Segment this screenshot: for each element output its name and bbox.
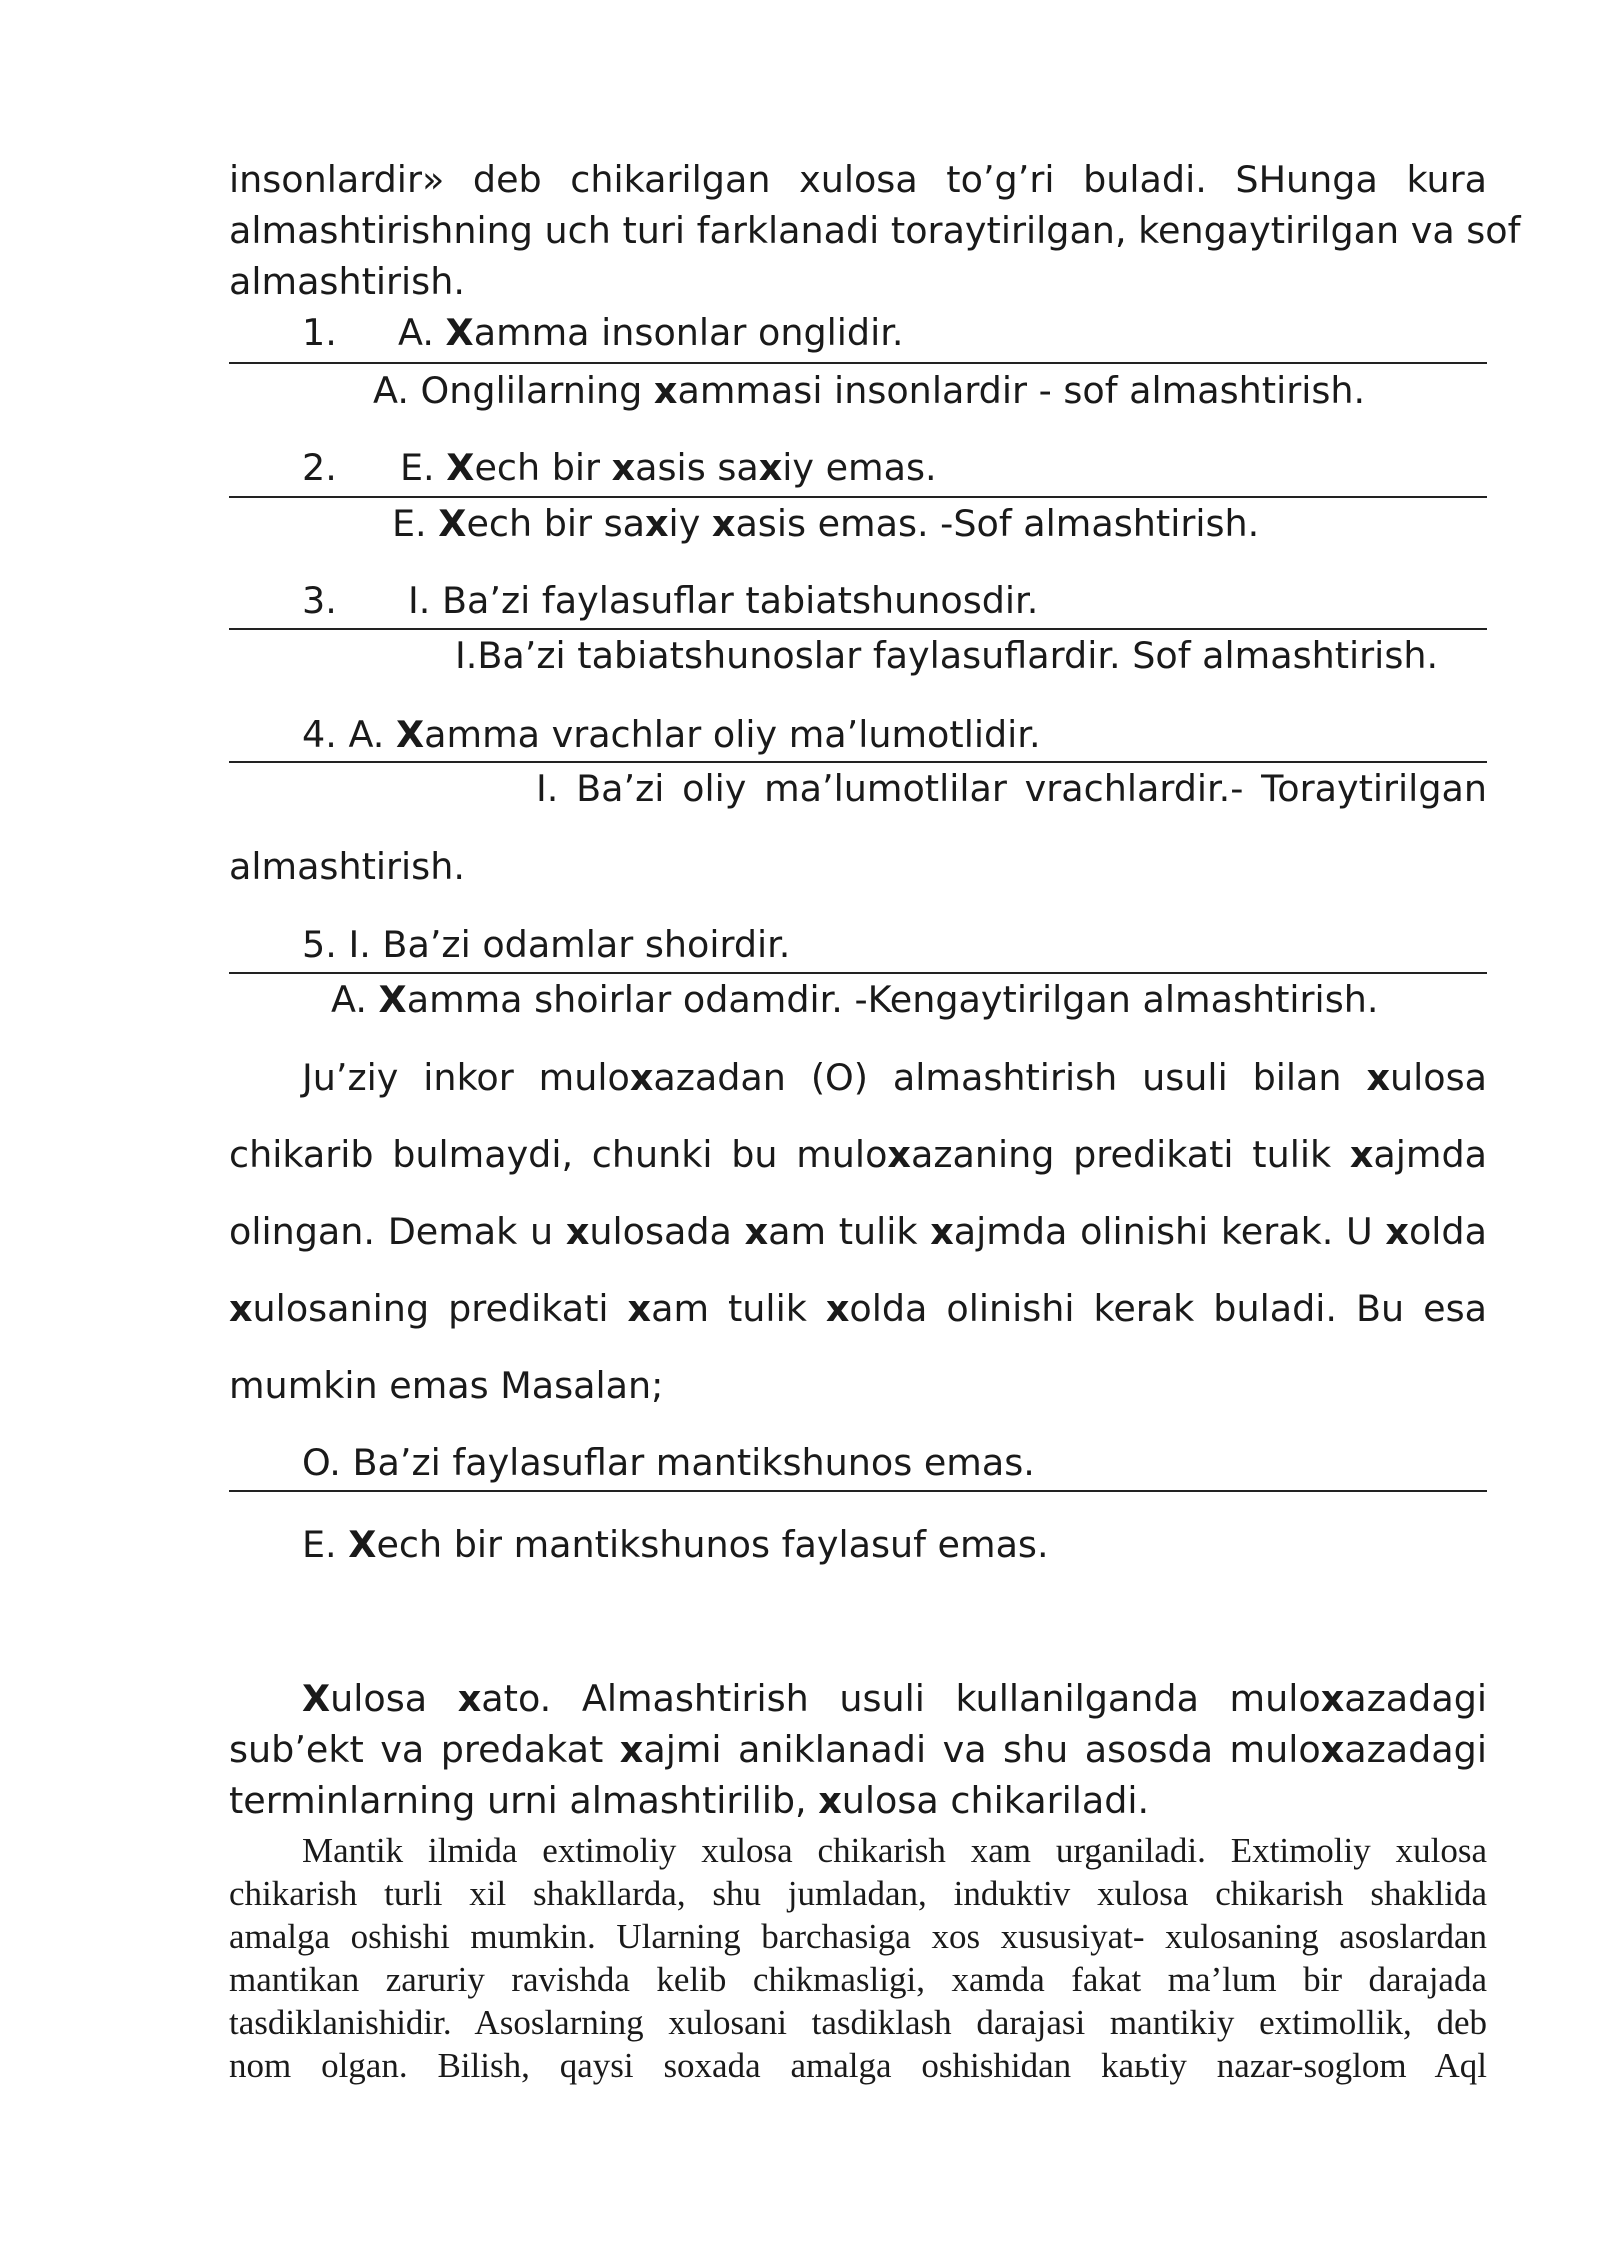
text-span: ulosada bbox=[589, 1210, 745, 1253]
bold-letter: X bbox=[378, 978, 407, 1021]
example-1-number bbox=[302, 307, 337, 358]
example-4-conclusion-line-1 bbox=[536, 763, 1487, 814]
intro-line-2-text: almashtirishning uch turi farklanadi toraytirilgan, kengaytirilgan va sof bbox=[229, 209, 1521, 252]
text-span: E. bbox=[392, 502, 439, 545]
bold-letter: X bbox=[395, 713, 425, 756]
example-1-divider bbox=[229, 362, 1487, 364]
intro-line-3-text: almashtirish. bbox=[229, 260, 465, 303]
example-o-premise bbox=[302, 1437, 1035, 1488]
text-span: almashtirish. bbox=[229, 845, 465, 888]
text-span: E. bbox=[400, 446, 447, 489]
serif-line-5 bbox=[229, 2001, 1487, 2045]
text-span: Ju’ziy inkor mulo bbox=[302, 1056, 630, 1099]
text-span: I. Ba’zi odamlar shoirdir. bbox=[348, 923, 791, 966]
bold-letter: x bbox=[565, 1210, 590, 1253]
text-span: olda olinishi kerak buladi. Bu esa bbox=[849, 1287, 1487, 1330]
text-span: A. bbox=[348, 713, 396, 756]
intro-line-1 bbox=[229, 154, 1487, 205]
conclusion-line-3 bbox=[229, 1775, 1149, 1826]
text-span: azadagi bbox=[1344, 1728, 1487, 1771]
example-3-number bbox=[302, 575, 337, 626]
paragraph-o-line-5 bbox=[229, 1360, 663, 1411]
paragraph-o-line-2 bbox=[229, 1129, 1487, 1180]
serif-line-1 bbox=[302, 1829, 1487, 1873]
text-span: sub’ekt va predakat bbox=[229, 1728, 620, 1771]
text-span: olingan. Demak u bbox=[229, 1210, 566, 1253]
text-span: I. Ba’zi oliy ma’lumotlilar vrachlardir.- Toraytirilgan bbox=[536, 767, 1487, 810]
text-span: azaning predikati tulik bbox=[910, 1133, 1350, 1176]
text-span: 4. bbox=[302, 713, 337, 756]
text-span: Mantik ilmida extimoliy xulosa chikarish xam urganiladi. Extimoliy xulosa bbox=[302, 1831, 1487, 1870]
text-span: iy emas. bbox=[782, 446, 937, 489]
bold-letter: x bbox=[1366, 1056, 1390, 1099]
bold-letter: x bbox=[653, 369, 678, 412]
text-span: azadan (O) almashtirish usuli bilan bbox=[653, 1056, 1367, 1099]
text-span: E. bbox=[302, 1523, 349, 1566]
intro-line-3 bbox=[229, 256, 465, 307]
text-span: amalga oshishi mumkin. Ularning barchasiga xos xususiyat- xulosaning asoslardan bbox=[229, 1917, 1487, 1956]
example-1-premise bbox=[398, 307, 904, 358]
text-span: iy bbox=[668, 502, 712, 545]
bold-letter: x bbox=[629, 1056, 654, 1099]
text-span: ajmda bbox=[1373, 1133, 1487, 1176]
text-span: I.Ba’zi tabiatshunoslar faylasuflardir. Sof almashtirish. bbox=[455, 634, 1439, 677]
bold-letter: x bbox=[611, 446, 636, 489]
bold-letter: x bbox=[645, 502, 669, 545]
bold-letter: x bbox=[930, 1210, 954, 1253]
bold-letter: x bbox=[825, 1287, 850, 1330]
text-span: asis emas. -Sof almashtirish. bbox=[735, 502, 1260, 545]
text-span: tasdiklanishidir. Asoslarning xulosani tasdiklash darajasi mantikiy extimollik, deb bbox=[229, 2003, 1487, 2042]
serif-line-4 bbox=[229, 1958, 1487, 2002]
bold-letter: X bbox=[445, 311, 474, 354]
example-2-number bbox=[302, 442, 337, 493]
example-5-premise bbox=[302, 919, 790, 970]
bold-letter: x bbox=[619, 1728, 644, 1771]
text-span: I. Ba’zi faylasuflar tabiatshunosdir. bbox=[408, 579, 1039, 622]
text-span: 1. bbox=[302, 311, 337, 354]
text-span: ato. Almashtirish usuli kullanilganda mulo bbox=[481, 1677, 1321, 1720]
text-span: amma vrachlar oliy ma’lumotlidir. bbox=[424, 713, 1041, 756]
bold-letter: x bbox=[457, 1677, 482, 1720]
text-span: ech bir bbox=[474, 446, 612, 489]
text-span: azadagi bbox=[1344, 1677, 1488, 1720]
bold-letter: X bbox=[302, 1677, 331, 1720]
example-1-conclusion bbox=[373, 365, 1365, 416]
paragraph-o-line-1 bbox=[302, 1052, 1487, 1103]
text-span: A. bbox=[398, 311, 446, 354]
text-span: ech bir mantikshunos faylasuf emas. bbox=[376, 1523, 1049, 1566]
bold-letter: x bbox=[1320, 1677, 1345, 1720]
paragraph-o-line-4 bbox=[229, 1283, 1487, 1334]
example-3-conclusion bbox=[455, 630, 1438, 681]
text-span: am tulik bbox=[768, 1210, 931, 1253]
bold-letter: x bbox=[818, 1779, 842, 1822]
text-span: nom olgan. Bilish, qaysi soxada amalga oshishidan kaьtiy nazar-soglom Aql bbox=[229, 2046, 1487, 2085]
text-span: ulosa bbox=[330, 1677, 458, 1720]
bold-letter: x bbox=[758, 446, 783, 489]
text-span: mantikan zaruriy ravishda kelib chikmasligi, xamda fakat ma’lum bir darajada bbox=[229, 1960, 1487, 1999]
text-span: ulosaning predikati bbox=[252, 1287, 628, 1330]
bold-letter: x bbox=[1349, 1133, 1374, 1176]
text-span: ulosa chikariladi. bbox=[841, 1779, 1150, 1822]
example-4-premise bbox=[302, 709, 1041, 760]
serif-line-2 bbox=[229, 1872, 1487, 1916]
text-span: ammasi insonlardir - sof almashtirish. bbox=[677, 369, 1366, 412]
bold-letter: x bbox=[1385, 1210, 1409, 1253]
intro-line-1-text: insonlardir» deb chikarilgan xulosa to’g’ri buladi. SHunga kura bbox=[229, 158, 1487, 201]
text-span: amma shoirlar odamdir. -Kengaytirilgan almashtirish. bbox=[406, 978, 1379, 1021]
example-2-premise bbox=[400, 442, 937, 493]
bold-letter: X bbox=[348, 1523, 377, 1566]
bold-letter: x bbox=[711, 502, 736, 545]
example-5-conclusion bbox=[331, 974, 1378, 1025]
text-span: mumkin emas Masalan; bbox=[229, 1364, 664, 1407]
text-span: terminlarning urni almashtirilib, bbox=[229, 1779, 819, 1822]
text-span: olda bbox=[1408, 1210, 1487, 1253]
text-span: O. Ba’zi faylasuflar mantikshunos emas. bbox=[302, 1441, 1035, 1484]
text-span: am tulik bbox=[651, 1287, 826, 1330]
text-span: 3. bbox=[302, 579, 337, 622]
bold-letter: x bbox=[744, 1210, 769, 1253]
example-o-conclusion bbox=[302, 1519, 1049, 1570]
text-span: asis sa bbox=[635, 446, 759, 489]
example-3-premise bbox=[408, 575, 1038, 626]
example-2-conclusion bbox=[392, 498, 1259, 549]
conclusion-line-2 bbox=[229, 1724, 1487, 1775]
intro-line-2 bbox=[229, 205, 1521, 256]
paragraph-o-line-3 bbox=[229, 1206, 1487, 1257]
text-span: ech bir sa bbox=[466, 502, 645, 545]
bold-letter: X bbox=[438, 502, 467, 545]
text-span: chikarish turli xil shakllarda, shu jumladan, induktiv xulosa chikarish shaklida bbox=[229, 1874, 1487, 1913]
bold-letter: x bbox=[887, 1133, 911, 1176]
text-span: amma insonlar onglidir. bbox=[473, 311, 904, 354]
bold-letter: x bbox=[627, 1287, 652, 1330]
serif-line-3 bbox=[229, 1915, 1487, 1959]
conclusion-line-1 bbox=[302, 1673, 1487, 1724]
bold-letter: X bbox=[446, 446, 475, 489]
text-span: 5. bbox=[302, 923, 337, 966]
text-span: A. Onglilarning bbox=[373, 369, 654, 412]
text-span: ajmda olinishi kerak. U bbox=[953, 1210, 1386, 1253]
bold-letter: x bbox=[1320, 1728, 1345, 1771]
text-span: ulosa bbox=[1390, 1056, 1487, 1099]
serif-line-6 bbox=[229, 2044, 1487, 2088]
example-4-conclusion-line-2 bbox=[229, 841, 465, 892]
text-span: chikarib bulmaydi, chunki bu mulo bbox=[229, 1133, 888, 1176]
bold-letter: x bbox=[229, 1287, 253, 1330]
text-span: 2. bbox=[302, 446, 337, 489]
example-o-divider bbox=[229, 1490, 1487, 1492]
text-span: ajmi aniklanadi va shu asosda mulo bbox=[643, 1728, 1321, 1771]
text-span: A. bbox=[331, 978, 379, 1021]
